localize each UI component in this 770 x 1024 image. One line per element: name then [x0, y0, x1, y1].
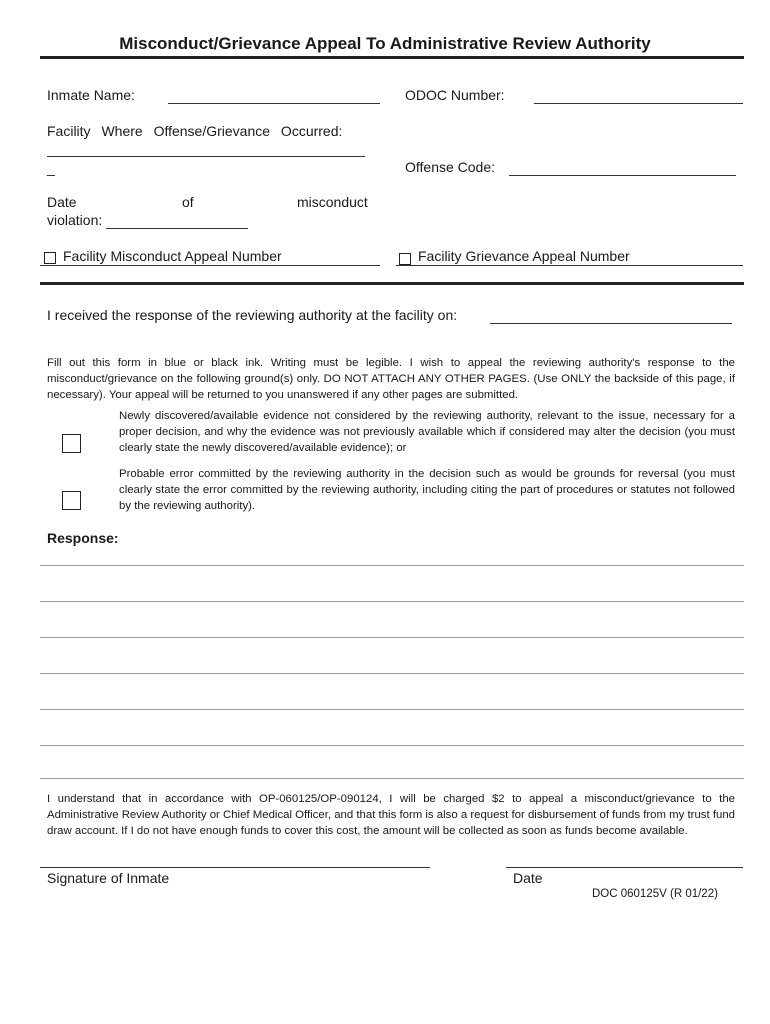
- response-label: Response:: [47, 530, 119, 546]
- facility-label: Facility Where Offense/Grievance Occurred:: [47, 123, 343, 139]
- ground-1-text: Newly discovered/available evidence not considered by the reviewing authority, relevant to the issue, necessary for a proper decision, and why the evidence was not previously available which if considered may alter the decision (you must clearly state the newly discovered/available evidence); or: [119, 410, 735, 454]
- understand-text: I understand that in accordance with OP-060125/OP-090124, I will be charged $2 to appeal a misconduct/grievance to the Administrative Review Authority or Chief Medical Officer, and that this form is also a request for disbursement of funds from my trust fund draw account. If I do not have enough funds to cover this cost, the amount will be collected as soon as funds become available.: [47, 793, 735, 837]
- facility-underscore: _: [47, 160, 55, 176]
- received-date-field[interactable]: [490, 307, 732, 324]
- ground-1-checkbox[interactable]: [62, 434, 81, 453]
- odoc-number-field[interactable]: [534, 87, 743, 104]
- date-of-violation-field[interactable]: [106, 212, 248, 229]
- signature-line[interactable]: [40, 867, 430, 868]
- ground-2-checkbox[interactable]: [62, 491, 81, 510]
- misconduct-appeal-label: Facility Misconduct Appeal Number: [63, 248, 282, 264]
- title-divider: [40, 56, 744, 59]
- inmate-name-label: Inmate Name:: [47, 87, 135, 103]
- grievance-appeal-line[interactable]: [396, 265, 743, 266]
- received-label: I received the response of the reviewing authority at the facility on:: [47, 307, 458, 323]
- odoc-number-label: ODOC Number:: [405, 87, 505, 103]
- response-line-6[interactable]: [40, 745, 744, 746]
- response-line-3[interactable]: [40, 637, 744, 638]
- offense-code-field[interactable]: [509, 159, 736, 176]
- misconduct-appeal-line[interactable]: [40, 265, 380, 266]
- response-line-5[interactable]: [40, 709, 744, 710]
- response-line-4[interactable]: [40, 673, 744, 674]
- signature-date-label: Date: [513, 870, 543, 886]
- grievance-appeal-checkbox[interactable]: [399, 253, 411, 265]
- doc-number: DOC 060125V (R 01/22): [592, 888, 718, 900]
- facility-field[interactable]: [47, 140, 365, 157]
- response-line-2[interactable]: [40, 601, 744, 602]
- form-title: Misconduct/Grievance Appeal To Administrative Review Authority: [119, 34, 651, 53]
- section-divider: [40, 282, 744, 285]
- offense-code-label: Offense Code:: [405, 159, 496, 175]
- misconduct-appeal-checkbox[interactable]: [44, 252, 56, 264]
- date-line[interactable]: [506, 867, 743, 868]
- date-label-word-3: misconduct: [297, 194, 368, 210]
- date-label-word-2: of: [182, 194, 194, 210]
- instructions-text: Fill out this form in blue or black ink. Writing must be legible. I wish to appeal the reviewing authority's response to the misconduct/grievance on the following ground(s) only. DO NOT ATTACH ANY OTHER PAGES. (Use ONLY the backside of this page, if necessary). Your appeal will be returned to you unanswered if any other pages are submitted.: [47, 357, 735, 401]
- response-bottom-line: [40, 778, 744, 779]
- grievance-appeal-label: Facility Grievance Appeal Number: [418, 248, 630, 264]
- date-label-word-1: Date: [47, 194, 77, 210]
- signature-label: Signature of Inmate: [47, 870, 170, 886]
- ground-2-text: Probable error committed by the reviewing authority in the decision such as would be grounds for reversal (you must clearly state the error committed by the reviewing authority, including citing the part of procedures or statutes not followed by the reviewing authority).: [119, 468, 735, 512]
- response-line-1[interactable]: [40, 565, 744, 566]
- date-label-word-4: violation:: [47, 212, 103, 228]
- inmate-name-field[interactable]: [168, 87, 380, 104]
